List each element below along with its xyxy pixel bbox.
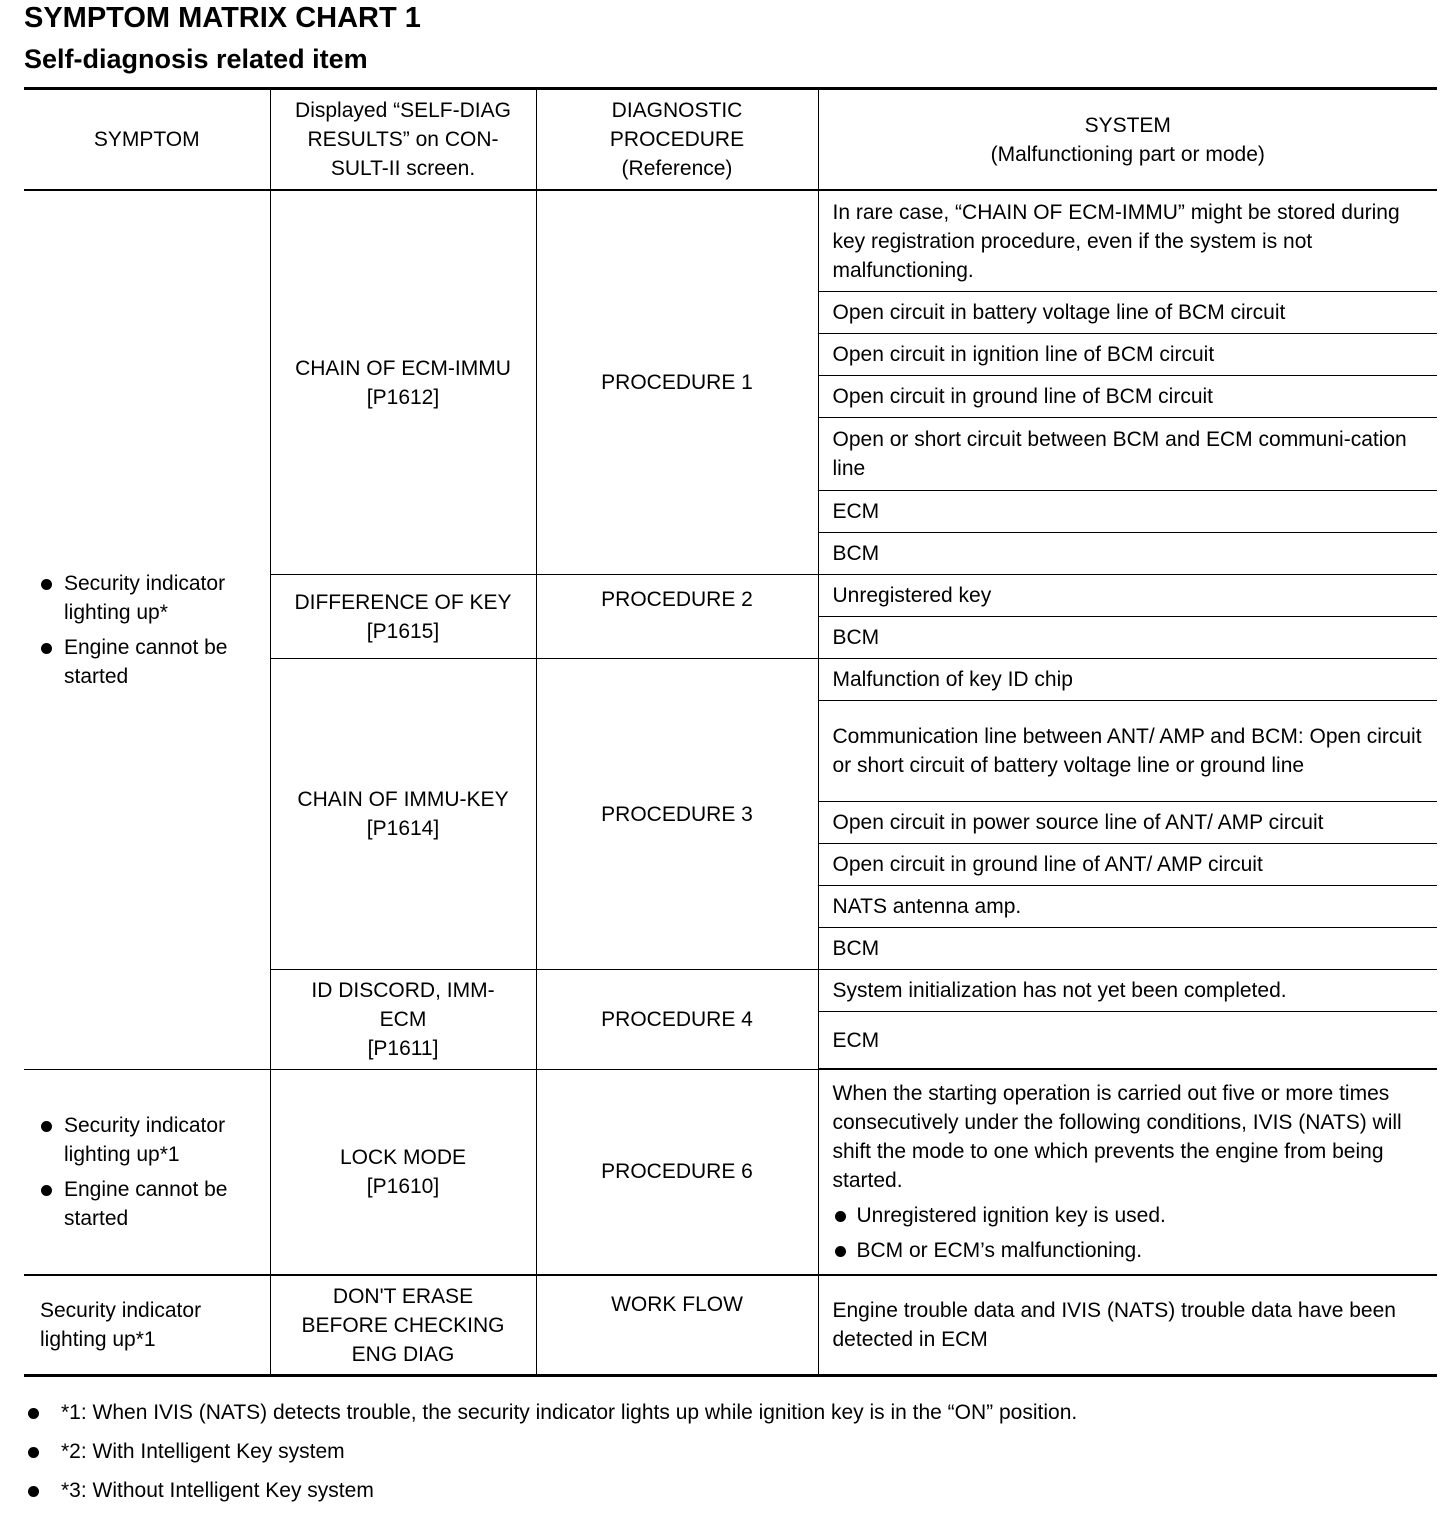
procedure-cell: PROCEDURE 2: [536, 575, 818, 659]
chart-subtitle: Self-diagnosis related item: [24, 44, 368, 74]
system-cell: Open circuit in ground line of BCM circuit: [818, 376, 1437, 418]
header-symptom: SYMPTOM: [24, 89, 270, 191]
self-diag-cell: CHAIN OF IMMU-KEY [P1614]: [270, 659, 536, 970]
table-row: [24, 1069, 1437, 1275]
footnotes: [24, 1398, 1434, 1515]
lock-mode-description: When the starting operation is carried out five or more times consecutively under the following conditions, IVIS (NATS) will shift the mode to one which prevents the engine from being started.: [832, 1082, 1402, 1192]
system-cell: ECM: [818, 1012, 1437, 1070]
system-cell: Open circuit in battery voltage line of BCM circuit: [818, 292, 1437, 334]
system-cell: System initialization has not yet been completed.: [818, 970, 1437, 1012]
procedure-cell: WORK FLOW: [536, 1275, 818, 1376]
footnote-item: *2: With Intelligent Key system: [24, 1437, 1434, 1476]
system-cell: NATS antenna amp.: [818, 886, 1437, 928]
symptom-cell: [24, 1069, 270, 1275]
symptom-item: Engine cannot be started: [38, 1175, 256, 1233]
system-cell: Unregistered key: [818, 575, 1437, 617]
procedure-cell: PROCEDURE 6: [536, 1069, 818, 1275]
table-row: [24, 1275, 1437, 1376]
system-cell: Open circuit in ignition line of BCM circuit: [818, 334, 1437, 376]
system-cell: Malfunction of key ID chip: [818, 659, 1437, 701]
system-cell: ECM: [818, 491, 1437, 533]
lock-mode-condition: Unregistered ignition key is used.: [833, 1201, 1424, 1230]
symptom-item: Security indicator lighting up*: [38, 569, 256, 627]
self-diag-cell: ID DISCORD, IMM- ECM [P1611]: [270, 970, 536, 1070]
system-cell: BCM: [818, 533, 1437, 575]
system-cell: BCM: [818, 617, 1437, 659]
chart-title: SYMPTOM MATRIX CHART 1: [24, 2, 421, 34]
symptom-matrix-table: [24, 87, 1437, 1377]
system-cell: Engine trouble data and IVIS (NATS) trouble data have been detected in ECM: [818, 1275, 1437, 1376]
system-cell: In rare case, “CHAIN OF ECM-IMMU” might be stored during key registration procedure, even if the system is not malfunctioning.: [818, 190, 1437, 292]
system-cell: Open circuit in ground line of ANT/ AMP circuit: [818, 844, 1437, 886]
header-diagnostic-procedure: DIAGNOSTIC PROCEDURE (Reference): [536, 89, 818, 191]
self-diag-cell: LOCK MODE [P1610]: [270, 1069, 536, 1275]
footnote-item: *1: When IVIS (NATS) detects trouble, the security indicator lights up while ignition key is in the “ON” position.: [24, 1398, 1434, 1437]
procedure-cell: PROCEDURE 4: [536, 970, 818, 1070]
header-self-diag-results: Displayed “SELF-DIAG RESULTS” on CON- SULT-II screen.: [270, 89, 536, 191]
system-cell: BCM: [818, 928, 1437, 970]
system-cell: Open or short circuit between BCM and ECM communi-cation line: [818, 418, 1437, 491]
footnote-item: *3: Without Intelligent Key system: [24, 1476, 1434, 1515]
lock-mode-condition: BCM or ECM’s malfunctioning.: [833, 1236, 1424, 1265]
header-row: [24, 89, 1437, 191]
symptom-item: Engine cannot be started: [38, 633, 256, 691]
procedure-cell: PROCEDURE 1: [536, 190, 818, 575]
symptom-item: Security indicator lighting up*1: [38, 1111, 256, 1169]
header-system: SYSTEM (Malfunctioning part or mode): [818, 89, 1437, 191]
system-cell: Communication line between ANT/ AMP and BCM: Open circuit or short circuit of battery voltage line or ground line: [818, 701, 1437, 802]
system-cell: Open circuit in power source line of ANT/ AMP circuit: [818, 802, 1437, 844]
system-cell: [818, 1069, 1437, 1275]
self-diag-cell: DIFFERENCE OF KEY [P1615]: [270, 575, 536, 659]
self-diag-cell: DON'T ERASE BEFORE CHECKING ENG DIAG: [270, 1275, 536, 1376]
table-row: [24, 190, 1437, 292]
procedure-cell: PROCEDURE 3: [536, 659, 818, 970]
self-diag-cell: CHAIN OF ECM-IMMU [P1612]: [270, 190, 536, 575]
symptom-cell: Security indicator lighting up*1: [24, 1275, 270, 1376]
symptom-cell: [24, 190, 270, 1069]
